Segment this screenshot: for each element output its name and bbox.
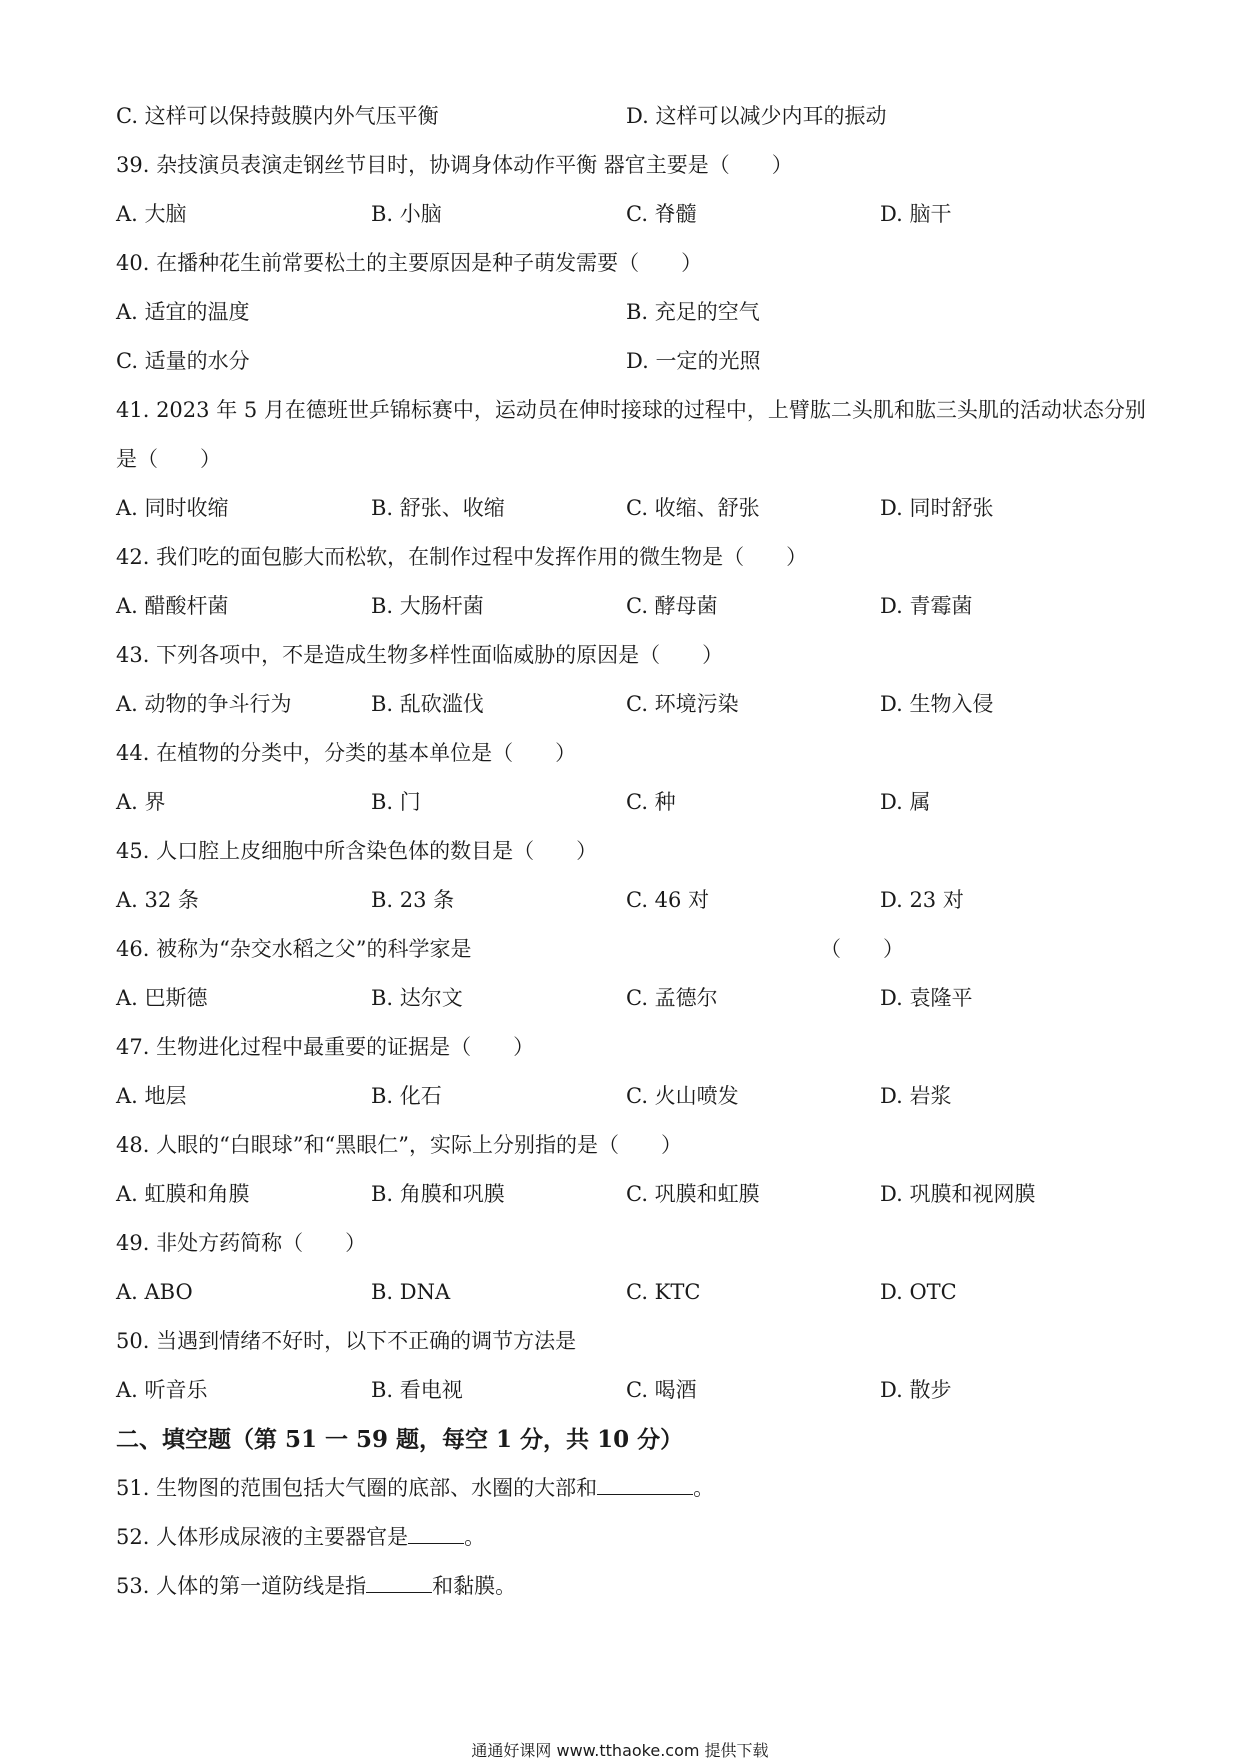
answer-paren: （ ） xyxy=(820,937,904,961)
option-d: D. 青霉菌 xyxy=(880,594,973,618)
question-46-text: 46. 被称为“杂交水稻之父”的科学家是 xyxy=(116,937,472,961)
option-d: D. 23 对 xyxy=(880,888,964,912)
q40-options-ab xyxy=(116,288,1146,337)
q48-options xyxy=(116,1170,1146,1219)
question-46 xyxy=(116,925,1146,974)
option-c: C. KTC xyxy=(626,1280,701,1304)
option-b: B. DNA xyxy=(371,1280,451,1304)
question-52 xyxy=(116,1513,1146,1562)
q45-options xyxy=(116,876,1146,925)
option-a: A. 适宜的温度 xyxy=(116,300,250,324)
option-b: B. 化石 xyxy=(371,1084,442,1108)
question-50: 50. 当遇到情绪不好时，以下不正确的调节方法是 xyxy=(116,1329,577,1353)
option-d: D. 巩膜和视网膜 xyxy=(880,1182,1036,1206)
option-c: C. 46 对 xyxy=(626,888,710,912)
q39-options xyxy=(116,190,1146,239)
question-48: 48. 人眼的“白眼球”和“黑眼仁”，实际上分别指的是（ ） xyxy=(116,1133,683,1157)
option-d: D. 同时舒张 xyxy=(880,496,994,520)
option-c: C. 环境污染 xyxy=(626,692,739,716)
question-40: 40. 在播种花生前常要松土的主要原因是种子萌发需要（ ） xyxy=(116,251,703,275)
option-a: A. 虹膜和角膜 xyxy=(116,1182,250,1206)
option-b: B. 大肠杆菌 xyxy=(371,594,484,618)
option-d: D. 散步 xyxy=(880,1378,952,1402)
q43-options xyxy=(116,680,1146,729)
option-a: A. 大脑 xyxy=(116,202,187,226)
question-53-end: 和黏膜。 xyxy=(432,1574,517,1598)
option-a: A. 界 xyxy=(116,790,166,814)
option-d: D. OTC xyxy=(880,1280,957,1304)
answer-blank[interactable] xyxy=(366,1572,432,1593)
option-d: D. 生物入侵 xyxy=(880,692,994,716)
option-c: C. 这样可以保持鼓膜内外气压平衡 xyxy=(116,104,439,128)
option-b: B. 乱砍滥伐 xyxy=(371,692,484,716)
question-47: 47. 生物进化过程中最重要的证据是（ ） xyxy=(116,1035,535,1059)
question-42: 42. 我们吃的面包膨大而松软，在制作过程中发挥作用的微生物是（ ） xyxy=(116,545,808,569)
option-b: B. 达尔文 xyxy=(371,986,463,1010)
q47-options xyxy=(116,1072,1146,1121)
option-d: D. 袁隆平 xyxy=(880,986,973,1010)
option-c: C. 适量的水分 xyxy=(116,349,250,373)
exam-page-content xyxy=(116,92,1146,1611)
option-d: D. 岩浆 xyxy=(880,1084,952,1108)
section-heading-fill-in: 二、填空题（第 51 一 59 题，每空 1 分，共 10 分） xyxy=(116,1426,684,1453)
option-d: D. 这样可以减少内耳的振动 xyxy=(626,104,887,128)
option-b: B. 看电视 xyxy=(371,1378,463,1402)
q41-options xyxy=(116,484,1146,533)
option-a: A. 同时收缩 xyxy=(116,496,229,520)
page-footer-watermark: 通通好课网 www.tthaoke.com 提供下载 xyxy=(471,1741,769,1760)
question-39: 39. 杂技演员表演走钢丝节目时，协调身体动作平衡 器官主要是（ ） xyxy=(116,153,793,177)
option-c: C. 火山喷发 xyxy=(626,1084,739,1108)
option-a: A. 动物的争斗行为 xyxy=(116,692,292,716)
question-51-text: 51. 生物图的范围包括大气圈的底部、水圈的大部和 xyxy=(116,1476,598,1500)
question-49: 49. 非处方药简称（ ） xyxy=(116,1231,367,1255)
question-41: 41. 2023 年 5 月在德班世乒锦标赛中，运动员在伸时接球的过程中，上臂肱二头肌和肱三头肌的活动状态分别是（ ） xyxy=(116,398,1146,471)
option-a: A. ABO xyxy=(116,1280,193,1304)
question-45: 45. 人口腔上皮细胞中所含染色体的数目是（ ） xyxy=(116,839,598,863)
q49-options xyxy=(116,1268,1146,1317)
q40-options-cd xyxy=(116,337,1146,386)
option-c: C. 收缩、舒张 xyxy=(626,496,760,520)
option-a: A. 32 条 xyxy=(116,888,199,912)
option-c: C. 喝酒 xyxy=(626,1378,697,1402)
option-d: D. 一定的光照 xyxy=(626,349,761,373)
question-53-text: 53. 人体的第一道防线是指 xyxy=(116,1574,367,1598)
option-b: B. 23 条 xyxy=(371,888,455,912)
q46-options xyxy=(116,974,1146,1023)
question-52-text: 52. 人体形成尿液的主要器官是 xyxy=(116,1525,409,1549)
question-43: 43. 下列各项中，不是造成生物多样性面临威胁的原因是（ ） xyxy=(116,643,724,667)
option-b: B. 充足的空气 xyxy=(626,300,760,324)
q50-options xyxy=(116,1366,1146,1415)
option-c: C. 巩膜和虹膜 xyxy=(626,1182,760,1206)
option-a: A. 地层 xyxy=(116,1084,187,1108)
option-c: C. 孟德尔 xyxy=(626,986,718,1010)
option-b: B. 舒张、收缩 xyxy=(371,496,505,520)
question-51 xyxy=(116,1464,1146,1513)
answer-blank[interactable] xyxy=(597,1474,693,1495)
answer-blank[interactable] xyxy=(408,1523,464,1544)
option-c: C. 脊髓 xyxy=(626,202,697,226)
option-d: D. 属 xyxy=(880,790,931,814)
question-52-end: 。 xyxy=(464,1525,486,1549)
option-b: B. 门 xyxy=(371,790,421,814)
question-44: 44. 在植物的分类中，分类的基本单位是（ ） xyxy=(116,741,577,765)
option-b: B. 小脑 xyxy=(371,202,442,226)
option-a: A. 巴斯德 xyxy=(116,986,208,1010)
option-a: A. 听音乐 xyxy=(116,1378,208,1402)
option-c: C. 种 xyxy=(626,790,676,814)
q44-options xyxy=(116,778,1146,827)
question-51-end: 。 xyxy=(693,1476,715,1500)
question-53 xyxy=(116,1562,1146,1611)
option-c: C. 酵母菌 xyxy=(626,594,718,618)
option-b: B. 角膜和巩膜 xyxy=(371,1182,505,1206)
q42-options xyxy=(116,582,1146,631)
option-a: A. 醋酸杆菌 xyxy=(116,594,229,618)
q38-options-cd xyxy=(116,92,1146,141)
option-d: D. 脑干 xyxy=(880,202,952,226)
